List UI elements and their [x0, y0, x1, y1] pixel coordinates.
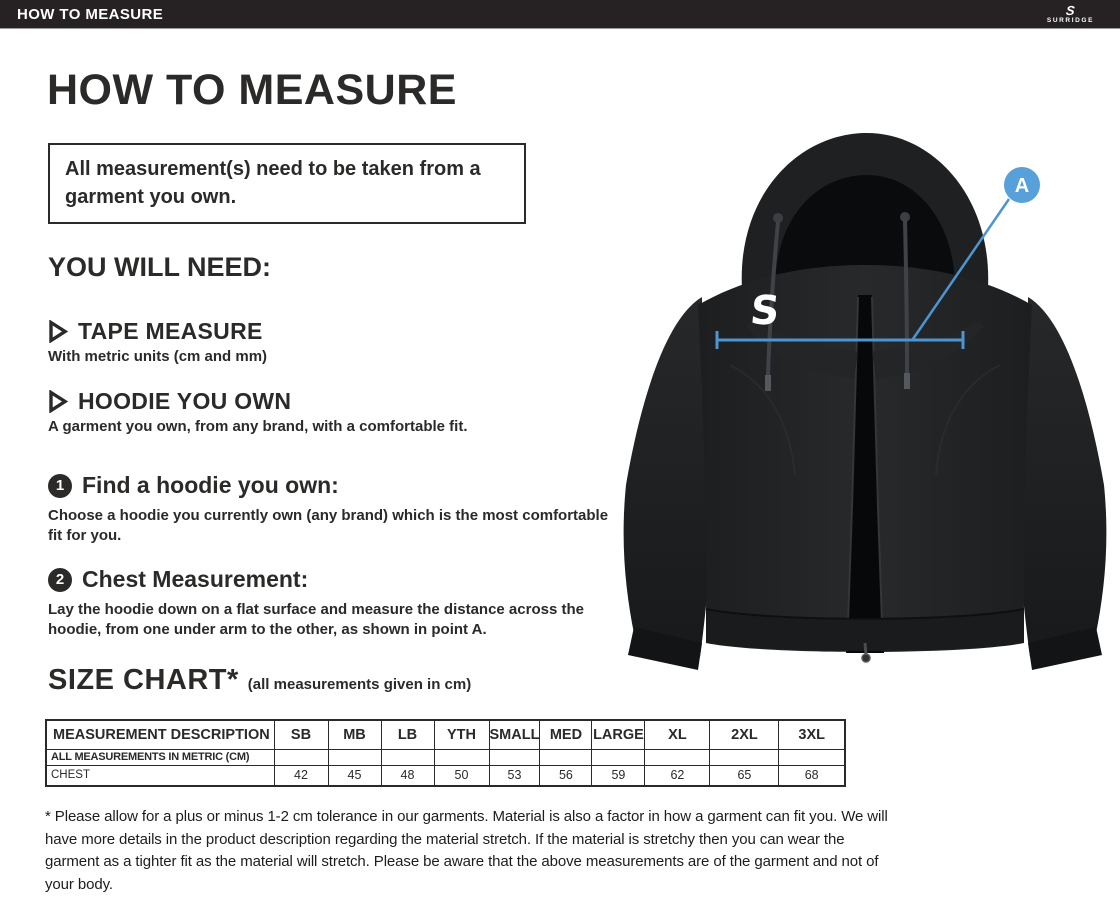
need-item-title: HOODIE YOU OWN: [78, 388, 292, 414]
table-header-cell: MB: [328, 720, 381, 749]
notice-box: [48, 143, 526, 224]
table-row-label: CHEST: [46, 765, 274, 786]
step-title: Find a hoodie you own:: [82, 472, 339, 498]
eyelet: [900, 212, 910, 222]
table-cell: [540, 749, 592, 765]
triangle-bullet-icon: [48, 320, 68, 343]
need-item-description: With metric units (cm and mm): [48, 348, 268, 365]
drawcord-tip: [904, 373, 910, 389]
table-row: [46, 765, 845, 786]
table-header-cell: XL: [645, 720, 710, 749]
notice-text: All measurement(s) need to be taken from a garment you own.: [65, 157, 481, 208]
you-will-need-heading: YOU WILL NEED:: [48, 252, 272, 282]
table-cell: [328, 749, 381, 765]
step-description: Choose a hoodie you currently own (any brand) which is the most comfortable fit for you.: [48, 507, 609, 545]
surridge-logo: [1047, 1, 1094, 27]
step-description: Lay the hoodie down on a flat surface and measure the distance across the hoodie, from one under arm to the other, as shown in point A.: [48, 601, 584, 639]
size-chart-title: SIZE CHART*: [48, 664, 239, 696]
hoodie-measurement-figure: [610, 125, 1120, 670]
step-2: [48, 566, 610, 640]
size-chart-subtitle: (all measurements given in cm): [247, 676, 472, 693]
table-cell: [710, 749, 779, 765]
table-cell: 45: [328, 765, 381, 786]
table-header-cell: LB: [381, 720, 434, 749]
table-cell: 56: [540, 765, 592, 786]
page-title: HOW TO MEASURE: [47, 66, 457, 114]
table-cell: 59: [592, 765, 645, 786]
table-cell: 42: [274, 765, 328, 786]
table-cell: 53: [489, 765, 540, 786]
drawcord: [905, 221, 907, 373]
table-cell: 68: [779, 765, 845, 786]
step-1: [48, 472, 610, 546]
point-a-label: A: [1014, 175, 1030, 197]
table-header-cell: 3XL: [779, 720, 845, 749]
table-cell: [381, 749, 434, 765]
zipper-pull: [865, 643, 866, 655]
tolerance-footnote: * Please allow for a plus or minus 1-2 cm tolerance in our garments. Material is also a factor in how a garment can fit you. We will have more details in the product description regarding the material stretch. If the material is stretchy then you can wear the garment as a tighter fit as the material will stretch. Please be aware that the above measurements are of the garment and not of your body.: [45, 808, 888, 893]
table-row: [46, 749, 845, 765]
table-row-label: ALL MEASUREMENTS IN METRIC (CM): [46, 749, 274, 765]
step-title: Chest Measurement:: [82, 566, 309, 592]
table-header-cell: MED: [540, 720, 592, 749]
drawcord-tip: [765, 375, 771, 391]
table-cell: [592, 749, 645, 765]
table-cell: 65: [710, 765, 779, 786]
table-cell: [779, 749, 845, 765]
table-cell: 50: [434, 765, 489, 786]
need-item-hoodie: [48, 388, 467, 435]
need-item-description: A garment you own, from any brand, with a comfortable fit.: [48, 418, 468, 435]
zipper-pull-ring: [862, 654, 870, 662]
garment-logo-s-icon: S: [748, 288, 782, 334]
surridge-logo-wordmark: SURRIDGE: [1046, 16, 1094, 24]
left-sleeve: [624, 297, 712, 657]
table-cell: [434, 749, 489, 765]
step-number-badge: 1: [48, 474, 72, 498]
eyelet: [773, 213, 783, 223]
right-sleeve: [1018, 297, 1106, 657]
size-chart-heading: [48, 664, 471, 697]
triangle-bullet-icon: [48, 390, 68, 413]
step-number-badge: 2: [48, 568, 72, 592]
table-header-cell: YTH: [434, 720, 489, 749]
need-item-tape-measure: [48, 318, 267, 365]
table-header-cell: 2XL: [710, 720, 779, 749]
table-cell: 48: [381, 765, 434, 786]
size-chart-table: [45, 719, 846, 787]
surridge-logo-s-icon: S: [1065, 2, 1076, 18]
need-item-title: TAPE MEASURE: [78, 318, 263, 344]
table-cell: [645, 749, 710, 765]
table-cell: 62: [645, 765, 710, 786]
topbar-title: HOW TO MEASURE: [17, 5, 164, 23]
table-cell: [489, 749, 540, 765]
table-header-cell: SB: [274, 720, 328, 749]
table-header-cell: LARGE: [592, 720, 645, 749]
table-header-cell: SMALL: [489, 720, 540, 749]
table-header-cell: MEASUREMENT DESCRIPTION: [46, 720, 274, 749]
table-cell: [274, 749, 328, 765]
topbar: [0, 0, 1120, 28]
hoodie-image: [610, 125, 1120, 670]
